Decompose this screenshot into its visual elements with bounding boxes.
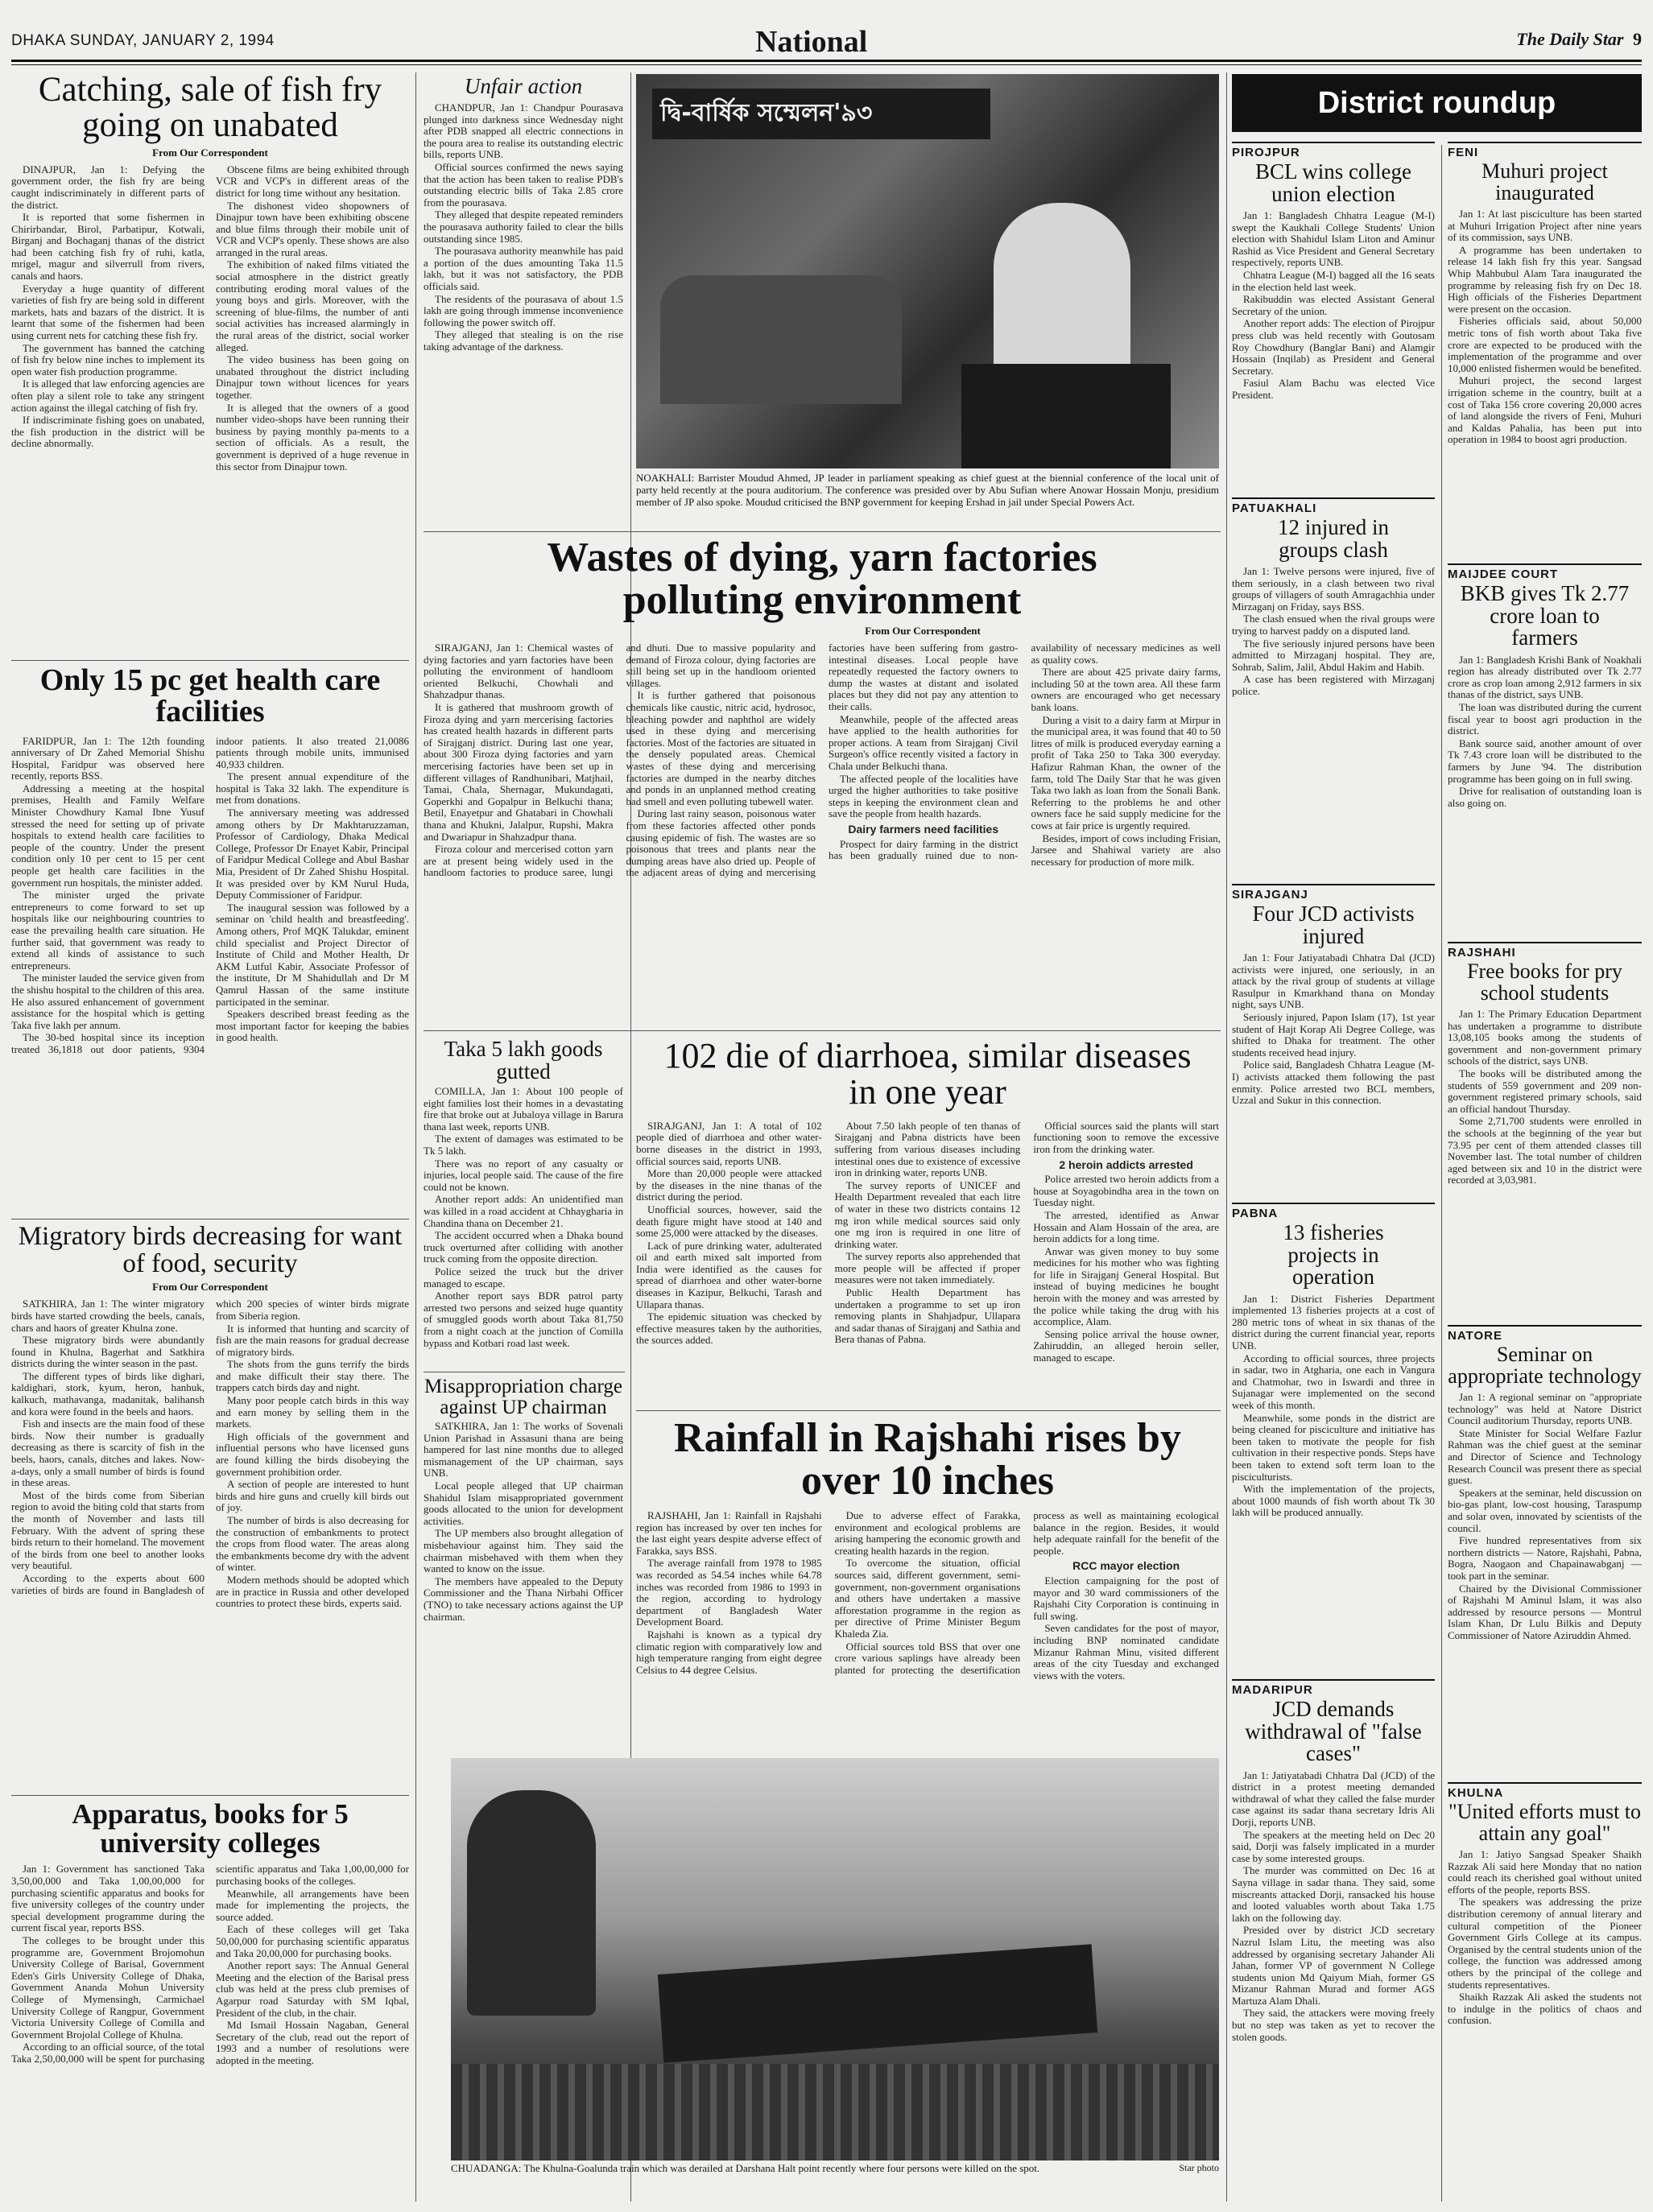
headline: Taka 5 lakh goods gutted xyxy=(444,1038,603,1083)
khulna-item xyxy=(1448,1782,1642,2202)
headline: Misappropriation charge against UP chairman xyxy=(424,1376,622,1418)
diarrhoea-article xyxy=(636,1038,1219,1407)
article-body: SATKHIRA, Jan 1: The winter migratory birds have started crowding the beels, canals, chars and haors of greater Khulna zone. These migratory birds were abundantly found in Khulna, Bagerhat and Satkhira districts during the winter season in the past. The different types of birds like dighari, kaldighari, stork, kyum, heron, hanhuk, kalkuch, mathavanga, madanitak, balihansh and kora were found in the beels and haors. Fish and insects are the main food of these birds. Now their number is gradually decreasing as there is scarcity of fish in the beels, haors, canals, ditches and lakes. Now-a-days, only a small number of birds is found in these areas. Most of the birds come from Siberian region to avoid the biting cold that starts from the month of November and lasts till February. With the advent of spring these birds return to their homeland. The movement of the birds from one beel to another looks very beautiful. According to the experts about 600 varieties of birds are found in Bangladesh of which 200 species of winter birds migrate from Siberia region. It is informed that hunting and scarcity of fish are the main reasons for gradual decrease of migratory birds. The shots from the guns terrify the birds and make difficult their stay there. The trappers catch birds day and night. Many poor people catch birds in this way and earn money by selling them in the markets. High officials of the government and influential persons who have licensed guns are found killing the birds disobeying the government prohibition order. A section of people are interested to hunt birds and hire guns and cruelly kill birds out of joy. The number of birds is also decreasing for the construction of embankments to protect the crops from flood water. The areas along the embankments become dry with the advent of winter. Modern methods should be adopted which are in practice in Russia and other developed countries to protect these birds, experts said. xyxy=(11,1298,409,1610)
apparatus-books-article xyxy=(11,1800,409,2204)
location-label: PABNA xyxy=(1232,1203,1435,1220)
wastes-article xyxy=(424,536,1221,1067)
sirajganj-item xyxy=(1232,884,1435,1194)
district-roundup-header xyxy=(1232,74,1642,132)
paper-logo: The Daily Star xyxy=(1516,29,1624,49)
bottom-photo-caption xyxy=(451,2162,1219,2201)
rainfall-article xyxy=(636,1417,1219,1755)
location-label: KHULNA xyxy=(1448,1782,1642,1800)
article-body: Jan 1: Government has sanctioned Taka 3,50,00,000 and Taka 1,00,00,000 for purchasing scientific apparatus and books for five university colleges of the country under special development programme during the current fiscal year, reports BSS. The colleges to be brought under this programme are, Government Brojomohun University College of Barisal, Government Eden's Girls University College of Dhaka, Government Ananda Mohun University College of Mymensingh, Carmichael University College of Rangpur, Government Victoria University College of Comilla and Government Brojolal College of Khulna. According to an official source, of the total Taka 2,50,00,000 will be spent for purchasing scientific apparatus and Taka 1,00,00,000 for purchasing books of the colleges. Meanwhile, all arrangements have been made for implementing the projects, the source added. Each of these colleges will get Taka 50,00,000 for purchasing scientific apparatus and Taka 20,00,000 for purchasing books. Another report says: The Annual General Meeting and the election of the Barisal press club was held at the press club premises of Agarpur road Saturday with SM Iqbal, President of the club, in the chair. Md Ismail Hossain Nagaban, General Secretary of the club, read out the report of 1993 and a number of resolutions were adopted in the meeting. xyxy=(11,1863,409,2066)
location-label: MAIJDEE COURT xyxy=(1448,563,1642,581)
article-body: SIRAJGANJ, Jan 1: A total of 102 people died of diarrhoea and other water-borne diseases in the district in 1993, official sources said, reports UNB. More than 20,000 people were attacked by the diseases in the nine thanas of the district during the period. Unofficial sources, however, said the death figure might have stood at 140 and some 25,000 were attacked by the diseases. Lack of pure drinking water, adulterated oil and earth mixed salt imported from India were identified as the causes for spread of diarrhoea and other water-borne diseases in Kazipur, Belkuchi, Tarash and Ullapara thanas. The epidemic situation was checked by effective measures taken by the authorities, the sources added. About 7.50 lakh people of ten thanas of Sirajganj and Pabna districts have been suffering from various diseases including intestinal ones due to existence of excessive iron in drinking water, reports UNB. The survey reports of UNICEF and Health Department revealed that each litre of water in these two districts contains 12 mg iron while medical sources said only one mg iron is required in one litre of drinking water. The survey reports also apprehended that more people will be affected if proper measures were not taken immediately. Public Health Department has undertaken a programme to set up iron removing plants in Shahjadpur, Ullapara and sadar thanas of Sirajganj and Sathia and Bera thanas of Pabna. Official sources said the plants will start functioning soon to remove the excessive iron from the drinking water. 2 heroin addicts arrested Police arrested two heroin addicts from a house at Soyagobindha area in the town on Tuesday night. The arrested, identified as Anwar Hossain and Alam Hossain of the area, are heroin addicts for a long time. Anwar was given money to buy some medicines for his mother who was fighting for life in Sirajganj General Hospital. But instead of buying medicines he bought heroin with the money and was arrested by the police while taking the drug with his accomplice, Alam. Sensing police arrival the house owner, Zahiruddin, an alleged heroin seller, managed to escape. xyxy=(636,1119,1219,1364)
headline: Unfair action xyxy=(464,74,583,98)
article-body: RAJSHAHI, Jan 1: Rainfall in Rajshahi region has increased by over ten inches for the last eight years despite adverse effect of Farakka, says BSS. The average rainfall from 1978 to 1985 was recorded as 54.54 inches while 64.78 inches was recorded from 1986 to 1993 in the region, according to hydrology department of Bangladesh Water Development Board. Rajshahi is known as a typical dry climatic region with comparatively low and high temperature ranging from eight degree Celsius to 44 degree Celsius. Due to adverse effect of Farakka, environment and ecological problems are arising hampering the economic growth and creating health hazards in the region. To overcome the situation, official sources said, different government, semi-government, non-government organisations and others have undertaken a massive afforestation programme in the region as per directive of Prime Minister Begum Khaleda Zia. Official sources told BSS that over one crore various saplings have already been planted for protecting the desertification process as well as maintaining ecological balance in the region. Besides, it would help adequate rainfall for the benefit of the people. RCC mayor election Election campaigning for the post of mayor and 30 ward commissioners of the Rajshahi City Corporation is continuing in full swing. Seven candidates for the post of mayor, including BNP nominated candidate Mizanur Rahman Minu, visited different areas of the city Tuesday and exchanged views with the voters. xyxy=(636,1509,1219,1682)
headline: Only 15 pc get health care facilities xyxy=(39,665,381,728)
photo-banner: দ্বি-বার্ষিক সম্মেলন'৯৩ xyxy=(652,89,990,139)
article-body: Jan 1: The Primary Education Department has undertaken a programme to distribute 13,08,105 books among the students of government and non-government primary schools of the district, says UNB. The books will be distributed among the students of 559 government and 209 non-government registered primary schools, said an official handout Thursday. Some 2,71,700 students were enrolled in the schools at the beginning of the year but 73.95 per cent of them attended classes till November last. The total number of children aged between six and 10 in the district were recorded at 3,03,981. xyxy=(1448,1008,1642,1186)
rajshahi-item xyxy=(1448,942,1642,1323)
headline: BCL wins college union election xyxy=(1255,159,1411,206)
photo-tree xyxy=(467,1790,596,2016)
headline: Rainfall in Rajshahi rises by over 10 inches xyxy=(674,1417,1181,1504)
article-body: DINAJPUR, Jan 1: Defying the government order, the fish fry are being caught indiscriminately in different parts of the district. It is reported that some fishermen in Chirirbandar, Birol, Parbatipur, Kotwali, Birganj and Bochaganj thanas of the district had been catching fish fry of ruhi, katla, mrigel, magur and silverrull from rivers, canals and haors. Everyday a huge quantity of different varieties of fish fry are being sold in different markets, hats and bazars of the district. It is learnt that some of the fishermen had been using current nets for catching these fish fry. The government has banned the catching of fish fry below nine inches to implement its open water fish production programme. It is alleged that law enforcing agencies are often play a silent role to take any stringent action against the illegal catching of fish fry. If indiscriminate fishing goes on unabated, the fish production in the district will be decline abnormally. Obscene films are being exhibited through VCR and VCP's in different areas of the district for long time without any hesitation. The dishonest video shopowners of Dinajpur town have been exhibiting obscene and blue films through their mobile unit of VCR and VCP's openly. These shows are also arranged in the rural areas. The exhibition of naked films vitiated the social atmosphere in the district greatly contributing eroding moral values of the young boys and girls. Moreover, with the screening of blue-films, the number of anti social activities has increased alarmingly in the rural areas of the district, social worker alleged. The video business has been going on unabated throughout the district including Dinajpur town without licences for years together. It is alleged that the owners of a good number video-shops have been running their business by paying monthly pa-ments to a section of officials. As a result, the government is deprived of a huge revenue in this sector from Dinajpur town. xyxy=(11,163,409,473)
natore-item xyxy=(1448,1325,1642,1781)
article-body: Jan 1: A regional seminar on "appropriate technology" was held at Natore District Council auditorium Thursday, reports UNB. State Minister for Social Welfare Fazlur Rahman was the chief guest at the seminar and Director of Science and Technology Research Council was present there as special guest. Speakers at the seminar, held discussion on bio-gas plant, low-cost housing, Taraspump and solar oven, innovated by scientists of the council. Five hundred representatives from six northern districts — Natore, Rajshahi, Pabna, Bogra, Naogaon and Chapainawabganj — took part in the seminar. Chaired by the Divisional Commissioner of Rajshahi M Aminul Islam, it was also addressed by resource persons — Montrul Islam Khan, Dr Lulu Bilkis and Deputy Commissioner of Natore Aziruddin Ahmed. xyxy=(1448,1391,1642,1641)
location-label: RAJSHAHI xyxy=(1448,942,1642,959)
headline: Catching, sale of fish fry going on unabated xyxy=(38,72,382,144)
taka-goods-article xyxy=(424,1038,623,1368)
article-body: Jan 1: Bangladesh Krishi Bank of Noakhali region has already distributed over Tk 2.77 crore as crop loan among 2,912 farmers in six thanas of the district, says UNB. The loan was distributed during the current fiscal year to boost agri production in the district. Bank source said, another amount of over Tk 7.43 crore loan will be distributed to the farmers by June '94. The distribution programme has been going on in full swing. Drive for realisation of outstanding loan is also going on. xyxy=(1448,653,1642,809)
location-label: NATORE xyxy=(1448,1325,1642,1343)
article-body: Jan 1: Twelve persons were injured, five of them seriously, in a clash between two rival groups of villagers of south Amragachhia under Mirzaganj on Friday, says BSS. The clash ensued when the rival groups were trying to harvest paddy on a disputed land. The five seriously injured persons have been admitted to Mirzaganj hospital. They are, Sohrab, Salim, Jalil, Abdul Hakim and Habib. A case has been registered with Mirzaganj police. xyxy=(1232,565,1435,697)
location-label: FENI xyxy=(1448,142,1642,159)
migratory-birds-article xyxy=(11,1224,409,1793)
article-body: Jan 1: Jatiyatabadi Chhatra Dal (JCD) of the district in a protest meeting demanded withdrawal of what they called the false murder case against its sadar thana secretary Idris Ali Dorji, reports UNB. The speakers at the meeting held on Dec 20 said, Dorji was falsely implicated in a murder case by some interested groups. The murder was committed on Dec 16 at Sayna village in sadar thana. They said, some miscreants attacked Dorji, ransacked his house and looted valuables worth about Taka 1.75 lakh on the following day. Presided over by district JCD secretary Nazrul Islam Litu, the meeting was also addressed by organising secretary Jahander Ali Jahan, former VP of government N College students union Md Qaiyum Miah, former GS Mizanur Rahman Murad and former AGS Martuza Alam Dhali. They said, the attackers were moving freely but no step was taken as yet to recover the stolen goods. xyxy=(1232,1768,1435,2043)
article-body: Jan 1: Bangladesh Chhatra League (M-I) swept the Kaukhali College Students' Union election with Shahidul Islam Liton and Aminur Rashid as Vice President and General Secretary respectively, reports UNB. Chhatra League (M-I) bagged all the 16 seats in the election held last week. Rakibuddin was elected Assistant General Secretary of the union. Another report adds: The election of Pirojpur press club was held recently with Goutosam Roy Chowdhury (Banglar Bani) and Alamgir Hossain (Inqilab) as President and General Secretary. Fasiul Alam Bachu was elected Vice President. xyxy=(1232,209,1435,401)
district-roundup-title: District roundup xyxy=(1317,85,1556,120)
location-label: MADARIPUR xyxy=(1232,1679,1435,1697)
article-body: Jan 1: Four Jatiyatabadi Chhatra Dal (JCD) activists were injured, one seriously, in an attack by the rival group of students at village Rasulpur in Kmarkhand thana on Monday night, says UNB. Seriously injured, Papon Islam (17), 1st year student of Hajt Korap Ali Degree College, was shifted to Dhaka for treatment. The other students received head injury. Police said, Bangladesh Chhatra League (M-I) activists attacked them following the past enmity. Police arrested two BCL members, Uzzal and Sukur in this connection. xyxy=(1232,951,1435,1107)
photo-crowd xyxy=(451,2064,1219,2160)
section-title: National xyxy=(746,24,877,60)
feni-item xyxy=(1448,142,1642,472)
derailed-train-photo xyxy=(451,1758,1219,2160)
headline: JCD demands withdrawal of "false cases" xyxy=(1245,1697,1422,1766)
maijdee-item xyxy=(1448,563,1642,934)
dateline: DHAKA SUNDAY, JANUARY 2, 1994 xyxy=(11,32,275,49)
byline: From Our Correspondent xyxy=(152,146,268,159)
headline: 102 die of diarrhoea, similar diseases in one year xyxy=(663,1038,1192,1112)
patuakhali-item xyxy=(1232,497,1435,815)
page-number: 9 xyxy=(1633,29,1642,49)
misappropriation-article xyxy=(424,1376,623,1698)
headline: "United efforts must to attain any goal" xyxy=(1448,1800,1642,1845)
photo-seated-guests xyxy=(660,275,902,404)
location-label: SIRAJGANJ xyxy=(1232,884,1435,902)
headline: 12 injured in groups clash xyxy=(1278,515,1389,562)
subhead: Dairy farmers need facilities xyxy=(848,822,999,836)
headline: Seminar on appropriate technology xyxy=(1448,1343,1642,1388)
top-photo-caption: NOAKHALI: Barrister Moudud Ahmed, JP leader in parliament speaking as chief guest at the biennial conference of the local unit of party held recently at the poura auditorium. The conference was presided over by Abu Sufian where Anowar Hossain Monju, presidium member of JP also spoke. Moudud criticised the BNP government for keeping Ershad in jail under Special Powers Act. xyxy=(636,472,1219,508)
paper-name xyxy=(1516,29,1642,50)
location-label: PIROJPUR xyxy=(1232,142,1435,159)
headline: Apparatus, books for 5 university colleges xyxy=(72,1800,349,1859)
headline: Muhuri project inaugurated xyxy=(1482,159,1608,204)
pabna-item xyxy=(1232,1203,1435,1678)
article-body: Jan 1: At last pisciculture has been started at Muhuri Irrigation Project after nine years of its commission, says UNB. A programme has been undertaken to release 14 lakh fish fry this year. Sangsad Whip Mahbubul Alam Tara inaugurated the programme by releasing fish fry on Dec 18. High officials of the Fisheries Department were present on the occasion. Fisheries officials said, about 50,000 metric tons of fish worth about Taka five crore are expected to be produced with the implementation of the programme and over 10,000 enlisted fishermen would be benefited. Muhuri project, the second largest irrigation scheme in the country, built at a cost of Taka 156 crore covering 20,000 acres of land alongside the rivers of Feni, Muhuri and Kaldas Pahalia, has been put into operation in 1984 to boost agri production. xyxy=(1448,208,1642,446)
noakhali-conference-photo xyxy=(636,74,1219,468)
fish-fry-article xyxy=(11,72,409,658)
headline: Four JCD activists injured xyxy=(1252,902,1415,948)
article-body: Jan 1: Jatiyo Sangsad Speaker Shaikh Razzak Ali said here Monday that no nation could reach its cherished goal without united efforts of the people, reports BSS. The speakers was addressing the prize distribution ceremony of annual literary and cultural competition of the Pioneer Government Girls College at its campus. Organised by the central students union of the college, the function was addressed among others by the principal of the college and students representatives. Shaikh Razzak Ali asked the students not to indulge in the politics of chaos and confusion. xyxy=(1448,1848,1642,2027)
headline: Free books for pry school students xyxy=(1467,959,1622,1005)
headline: BKB gives Tk 2.77 crore loan to farmers xyxy=(1460,581,1630,650)
headline: Migratory birds decreasing for want of food, security xyxy=(18,1224,403,1278)
masthead xyxy=(11,24,1642,63)
article-body: COMILLA, Jan 1: About 100 people of eight families lost their homes in a devastating fire that broke out at Jubaloya village in Barura thana last week, reports UNB. The extent of damages was estimated to be Tk 5 lakh. There was no report of any casualty or injuries, local people said. The cause of the fire could not be known. Another report adds: An unidentified man was killed in a road accident at Chhaygharia in Chandina thana on December 21. The accident occurred when a Dhaka bound truck overturned after colliding with another truck coming from the opposite direction. Police seized the truck but the driver managed to escape. Another report says BDR patrol party arrested two persons and seized huge quantity of smuggled goods worth about Taka 81,750 from a night coach at the junction of Comilla bypass and Kotbari road last week. xyxy=(424,1085,623,1349)
article-body: SATKHIRA, Jan 1: The works of Sovenali Union Parishad in Assasuni thana are being hampered for last nine months due to alleged mismanagement of the UP chairman, says UNB. Local people alleged that UP chairman Shahidul Islam misappropriated government goods allocated to the union for development activities. The UP members also brought allegation of misbehaviour against him. They said the chairman misbehaved with them when they wanted to know on the issue. The members have appealed to the Deputy Commissioner and the Thana Nirbahi Officer (TNO) to take necessary actions against the UP chairman. xyxy=(424,1420,623,1623)
article-body: CHANDPUR, Jan 1: Chandpur Pourasava plunged into darkness since Wednesday night after PDB snapped all electric connections in the poura area to realise its outstanding electric bills, reports UNB. Official sources confirmed the news saying that the action has been taken to realise PDB's outstanding electric bills of Taka 2.85 crore from the pourasava. They alleged that despite repeated reminders the pourasava authority failed to clear the bills outstanding since 1985. The pourasava authority meanwhile has paid a portion of the dues amounting Taka 11.5 lakh, but it was not satisfactory, the PDB officials said. The residents of the pourasava of about 1.5 lakh are going through immense inconvenience following the power switch off. They alleged that stealing is on the rise taking advantage of the darkness. xyxy=(424,101,623,353)
subhead: RCC mayor election xyxy=(1072,1559,1180,1573)
pirojpur-item xyxy=(1232,142,1435,496)
subhead: 2 heroin addicts arrested xyxy=(1059,1158,1193,1171)
article-body: FARIDPUR, Jan 1: The 12th founding anniversary of Dr Zahed Memorial Shishu Hospital, Faridpur was observed here recently, reports BSS. Addressing a meeting at the hospital premises, Health and Family Welfare Minister Chowdhury Kamal Ibne Yusuf stressed the need for setting up of private hospitals to extend health care facilities to people of the country. Under the present condition only 10 per cent to 15 per cent people get health care facilities in the government run hospitals, the minister added. The minister urged the private entrepreneurs to come forward to set up hospitals like our neighbouring countries to ease the prevailing health care situation. He further said, that government was ready to extend all kinds of assistance to such entrepreneurs. The minister lauded the service given from the shishu hospital to the children of this area. He also assured enhancement of government assistance for the hospital which is getting Taka five lakh per annum. The 30-bed hospital since its inception treated 36,1818 out door patients, 9304 indoor patients. It also treated 21,0086 patients through mobile units, immunised 40,933 children. The present annual expenditure of the hospital is Taka 32 lakh. The expenditure is met from donations. The anniversary meeting was addressed among others by Dr Makhtaruzzaman, Professor of Cardiology, Dhaka Medical College, Professor Dr Enayet Kabir, Principal of Faridpur Medical College and Abul Bashar Mia, President of Dr Zahed Shishu Hospital. It was presided over by KM Nurul Huda, Deputy Commissioner of Faridpur. The inaugural session was followed by a seminar on 'child health and breastfeeding'. Among others, Prof MQK Talukdar, eminent child specialist and Project Director of Institute of Child and Mother Health, Dr AKM Lutful Kabir, Associate Professor of the institute, Dr M Shahidullah and Dr M Qamrul Hassan of the same institute participated in the seminar. Speakers described breast feeding as the most important factor for keeping the babies in good health. xyxy=(11,734,409,1055)
byline: From Our Correspondent xyxy=(152,1281,268,1294)
health-care-article xyxy=(11,665,409,1217)
photo-train-car xyxy=(658,1944,1097,2062)
byline: From Our Correspondent xyxy=(865,625,981,638)
madaripur-item xyxy=(1232,1679,1435,2202)
photo-podium xyxy=(961,364,1171,468)
article-body: Jan 1: District Fisheries Department implemented 13 fisheries projects at a cost of 280 metric tons of wheat in six thanas of the district during the current financial year, reports UNB. According to official sources, three projects in sadar, two in Atgharia, one each in Vangura and Chatmohar, two in Iswardi and three in Sujanagar were implemented on the second week of this month. Meanwhile, some ponds in the district are being cleaned for pisciculture and initiative has been taken to motivate the people for fish cultivation in their respective ponds. Steps have been taken to extend soft term loan to the pisciculturists. With the implementation of the projects, about 1000 maunds of fish worth about Tk 30 lakh will be produced annually. xyxy=(1232,1292,1435,1519)
headline: 13 fisheries projects in operation xyxy=(1283,1220,1384,1290)
caption-text: CHUADANGA: The Khulna-Goalunda train which was derailed at Darshana Halt point recently where four persons were killed on the spot. xyxy=(451,2162,1040,2174)
location-label: PATUAKHALI xyxy=(1232,497,1435,515)
headline: Wastes of dying, yarn factories polluting environment xyxy=(547,536,1097,624)
photo-credit: Star photo xyxy=(1179,2162,1219,2173)
article-body: SIRAJGANJ, Jan 1: Chemical wastes of dying factories and yarn factories have been polluting the environment of handloom oriented Belkuchi, Chowhali and Shahzadpur thanas. It is gathered that mushroom growth of Firoza dying and yarn mercerising factories has created health hazards in different parts of Sirajganj district. During last one year, about 300 Firoza dying factories and yarn mercerising factories have been set up in different villages of Randhunibari, Matjhail, Tamai, Chala, Shernagar, Mukundagati, Goperkhi and Gopalpur in Belkuchi thana; Betil, Enayetpur and Ghatabari in Chowhali thana and Khukni, Jalalpur, Rupshi, Makra and Dwariapur in Shahzadpur thana. Firoza colour and mercerised cotton yarn are at present being widely used in the handloom factories to produce saree, lungi and dhuti. Due to massive popularity and demand of Firoza colour, dying factories are still being set up in the handloom oriented villages. It is further gathered that poisonous chemicals like caustic, nitric acid, hydrosoc, bleaching powder and naphthol are widely used in these dying and mercerising factories. Most of the factories are situated in the densely populated areas. Chemical wastes of these dying and mercerising factories are dumped in the nearby ditches and ponds in an unplanned method creating bad smell and even polluting tubewell water. During last rainy season, poisonous water from these factories affected other ponds causing epidemic of fish. The wastes are so poisonous that trees and plants near the dumping areas have also dried up. People of the adjacent areas of dying and mercerising factories have been suffering from gastro-intestinal diseases. Local people have repeatedly requested the factory owners to dump the wastes at distant and isolated places but they did not pay any attention to their calls. Meanwhile, people of the affected areas have applied to the health authorities for proper actions. A team from Sirajganj Civil Surgeon's office recently visited a factory in Chala under Belkuchi thana. The affected people of the localities have urged the higher authorities to take positive steps in keeping the environment clean and save the people from health hazards. Dairy farmers need facilities Prospect for dairy farming in the district has been gradually ruined due to non-availability of necessary medicines as well as quality cows. There are about 425 private dairy farms, including 50 at the town area. All these farm owners are encouraged who get necessary bank loans. During a visit to a dairy farm at Mirpur in the municipal area, it was found that 40 to 50 litres of milk is produced everyday earning a profit of Taka 250 to Taka 300 everyday. Hafizur Rahman Khan, the owner of the farm, told The Daily Star that he was given Taka two lakh as loan from the Sonali Bank. Referring to the problems he and other owners face he said supply medicine for the cows at fair price is urgently required. Besides, import of cows including Frisian, Jarsee and Shahiwal variety are also necessary for production of more milk. xyxy=(424,642,1221,879)
